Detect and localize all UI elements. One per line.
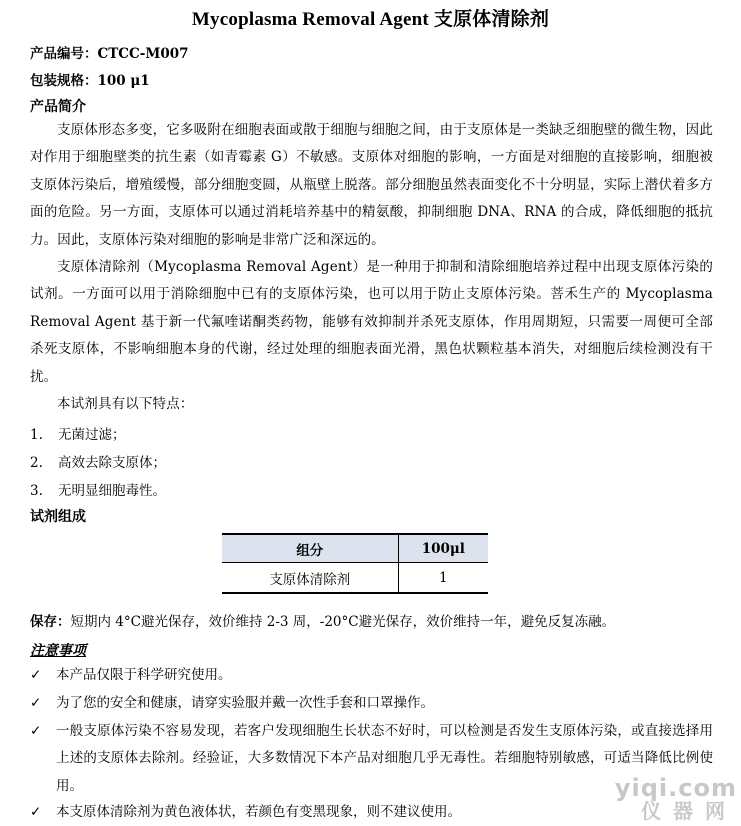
product-code: 产品编号：CTCC-M007 (30, 46, 189, 62)
feature-item (30, 451, 166, 471)
note-item (30, 718, 713, 800)
note-item (30, 690, 713, 717)
note-text: 一般支原体污染不容易发现，若客户发现细胞生长状态不好时，可以检测是否发生支原体污染，或直接选择用上述的支原体去除剂。经验证，大多数情况下本产品对细胞几乎无毒性。若细胞特别敏感，可适当降低比例使用。 (56, 723, 713, 794)
feature-number: 3. (30, 483, 43, 499)
composition-table (222, 533, 488, 594)
table-row (222, 563, 488, 594)
table-cell-component: 支原体清除剂 (222, 563, 398, 594)
table-cell-quantity: 1 (398, 563, 488, 594)
table-header-row (222, 534, 488, 563)
intro-paragraph-2: 支原体清除剂（Mycoplasma Removal Agent）是一种用于抑制和清除细胞培养过程中出现支原体污染的试剂。一方面可以用于消除细胞中已有的支原体污染，也可以用于防止支原体污染。菩禾生产的 Mycoplasma Removal Agent 基于新一代氟喹诺酮类药物，能够有效抑制并杀死支原体，作用周期短，只需要一周便可全部杀死支原体，不影响细胞本身的代谢，经过处理的细胞表面光滑，黑色状颗粒基本消失，对细胞后续检测没有干扰。 (30, 259, 713, 385)
storage-text: 短期内 4°C避光保存，效价维持 2-3 周，-20°C避光保存，效价维持一年，避免反复冻融。 (70, 614, 616, 630)
document-title: Mycoplasma Removal Agent 支原体清除剂 (191, 9, 550, 30)
note-text: 本支原体清除剂为黄色液体状，若颜色有变黑现象，则不建议使用。 (56, 804, 461, 820)
feature-number: 2. (30, 455, 43, 471)
note-item (30, 662, 713, 689)
checkmark-icon: ✓ (30, 667, 42, 683)
watermark-domain: yiqi.com (614, 774, 737, 802)
package-spec: 包装规格：100 μ1 (30, 73, 150, 89)
feature-text: 无菌过滤； (58, 427, 126, 443)
checkmark-icon: ✓ (30, 804, 42, 820)
composition-heading: 试剂组成 (30, 509, 86, 525)
feature-item (30, 423, 126, 443)
feature-text: 无明显细胞毒性。 (58, 483, 166, 499)
note-text: 为了您的安全和健康，请穿实验服并戴一次性手套和口罩操作。 (56, 695, 434, 711)
watermark-name: 仪器网 (641, 799, 737, 823)
column-header-component: 组分 (222, 534, 398, 563)
note-text: 本产品仅限于科学研究使用。 (56, 667, 232, 683)
feature-number: 1. (30, 427, 43, 443)
storage-line (30, 610, 615, 630)
watermark-logo (615, 776, 737, 822)
column-header-volume: 100μl (398, 534, 488, 563)
storage-label: 保存： (30, 614, 71, 630)
notes-heading: 注意事项 (30, 643, 86, 659)
features-intro: 本试剂具有以下特点： (57, 396, 194, 412)
intro-heading: 产品简介 (30, 99, 86, 115)
note-item (30, 799, 713, 826)
feature-text: 高效去除支原体； (58, 455, 166, 471)
feature-item (30, 479, 166, 499)
checkmark-icon: ✓ (30, 695, 42, 711)
intro-paragraph-1: 支原体形态多变，它多吸附在细胞表面或散于细胞与细胞之间，由于支原体是一类缺乏细胞壁的微生物，因此对作用于细胞壁类的抗生素（如青霉素 G）不敏感。支原体对细胞的影响，一方面是对细胞的直接影响，细胞被支原体污染后，增殖缓慢，部分细胞变圆，从瓶壁上脱落。部分细胞虽然表面变化不十分明显，实际上潜伏着多方面的危险。另一方面，支原体可以通过消耗培养基中的精氨酸，抑制细胞 DNA、RNA 的合成，降低细胞的抵抗力。因此，支原体污染对细胞的影响是非常广泛和深远的。 (30, 122, 713, 248)
checkmark-icon: ✓ (30, 723, 42, 739)
